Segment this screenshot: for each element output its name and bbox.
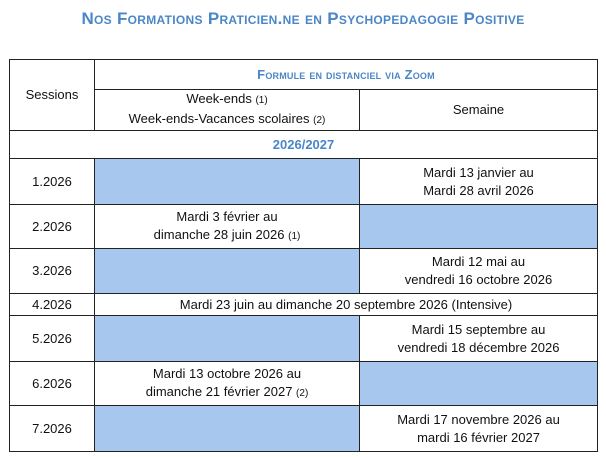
date-line: mardi 16 février 2027 [417,429,540,445]
sessions-header: Sessions [10,60,95,131]
date-line: Mardi 28 avril 2026 [423,182,534,198]
schedule-table [9,59,598,452]
semaine-cell [360,316,598,362]
date-line: Mardi 13 octobre 2026 au [152,365,302,381]
weekends-header [95,90,360,131]
table-row [10,316,598,362]
weekends-note: (1) [255,95,268,106]
weekends-vacances-label: Week-ends-Vacances scolaires [128,111,310,126]
weekends-vacances-note: (2) [313,115,326,126]
session-cell: 7.2026 [10,406,95,452]
weekends-label: Week-ends [186,91,252,106]
date-line: dimanche 28 juin 2026 [153,226,285,242]
table-row [10,294,598,316]
empty-semaine-cell [360,362,598,406]
session-cell: 3.2026 [10,249,95,294]
date-line: Mardi 3 février au [176,208,278,224]
table-row [10,159,598,205]
date-line: Mardi 13 janvier au [423,164,534,180]
session-cell: 5.2026 [10,316,95,362]
session-cell: 2.2026 [10,205,95,249]
year-row [10,131,598,159]
date-line: Mardi 17 novembre 2026 au [397,411,560,427]
semaine-cell [360,249,598,294]
semaine-cell [360,406,598,452]
weekend-cell [95,362,360,406]
session-cell: 1.2026 [10,159,95,205]
formule-header: Formule en distanciel via Zoom [95,60,598,90]
footnote-mark: (2) [296,387,309,399]
footnote-mark: (1) [288,230,301,242]
date-line: dimanche 21 février 2027 [145,383,293,399]
table-row [10,249,598,294]
session-cell: 6.2026 [10,362,95,406]
semaine-cell [360,159,598,205]
session-cell: 4.2026 [10,294,95,316]
empty-weekend-cell [95,406,360,452]
date-line: vendredi 16 octobre 2026 [404,272,553,287]
table-row [10,362,598,406]
intensive-cell: Mardi 23 juin au dimanche 20 septembre 2026 (Intensive) [95,294,598,316]
empty-weekend-cell [95,316,360,362]
empty-weekend-cell [95,159,360,205]
empty-weekend-cell [95,249,360,294]
date-line: vendredi 18 décembre 2026 [397,339,560,355]
year-label: 2026/2027 [10,131,598,159]
date-line: Mardi 15 septembre au [411,321,546,337]
header-row-1 [10,60,598,90]
date-line: Mardi 12 mai au [431,254,526,269]
page-title: Nos Formations Praticien.ne en Psychopedagogie Positive [81,9,525,28]
semaine-header: Semaine [360,90,598,131]
weekend-cell [95,205,360,249]
empty-semaine-cell [360,205,598,249]
table-row [10,406,598,452]
header-row-2 [10,90,598,131]
table-row [10,205,598,249]
